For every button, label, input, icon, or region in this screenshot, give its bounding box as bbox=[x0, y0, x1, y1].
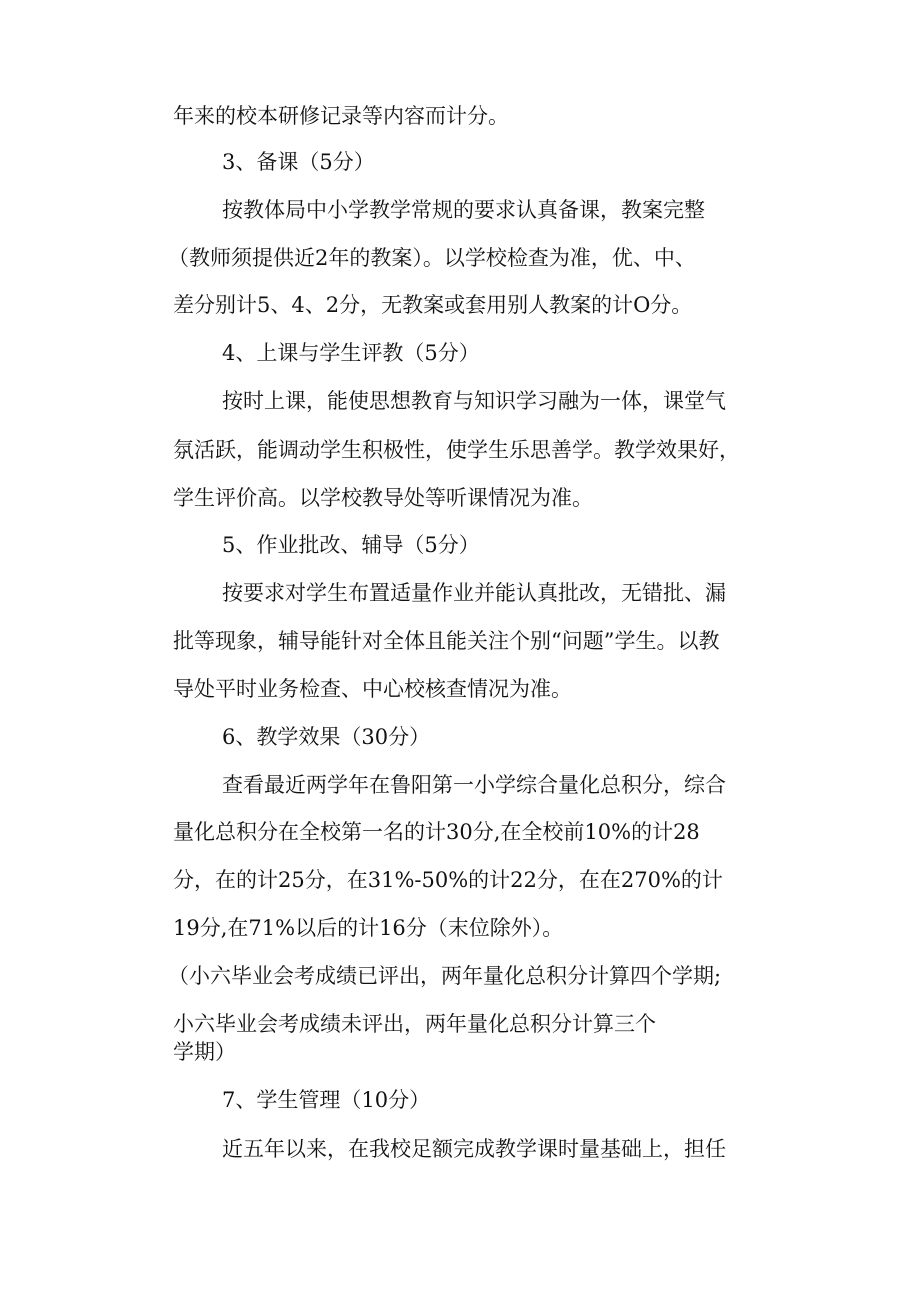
body-text-line: 批等现象，辅导能针对全体且能关注个别“问题”学生。以教 bbox=[173, 629, 720, 653]
section-heading-student-management: 7、学生管理（10分） bbox=[222, 1088, 431, 1112]
body-text-line: 分，在的计25分，在31%-50%的计22分，在在270%的计 bbox=[173, 868, 723, 892]
body-text-line: 按教体局中小学教学常规的要求认真备课，教案完整 bbox=[222, 198, 705, 222]
body-text-line: 氛活跃，能调动学生积极性，使学生乐思善学。教学效果好， bbox=[173, 438, 740, 462]
body-text-line: 导处平时业务检查、中心校核查情况为准。 bbox=[173, 677, 572, 701]
body-text-line: （教师须提供近2年的教案）。以学校检查为准，优、中、 bbox=[168, 246, 696, 270]
body-text-line: 小六毕业会考成绩未评出，两年量化总积分计算三个 bbox=[173, 1012, 656, 1036]
body-text-line: 按要求对学生布置适量作业并能认真批改，无错批、漏 bbox=[222, 581, 726, 605]
body-text-line: 近五年以来，在我校足额完成教学课时量基础上，担任 bbox=[222, 1137, 726, 1161]
section-heading-lesson-prep: 3、备课（5分） bbox=[222, 150, 375, 174]
body-text-line: 按时上课，能使思想教育与知识学习融为一体，课堂气 bbox=[222, 389, 726, 413]
body-text-line: 19分,在71%以后的计16分（末位除外）。 bbox=[173, 916, 564, 940]
body-text-line: 查看最近两学年在鲁阳第一小学综合量化总积分，综合 bbox=[222, 773, 726, 797]
body-text-line: 学生评价高。以学校教导处等听课情况为准。 bbox=[173, 486, 593, 510]
section-heading-teaching-evaluation: 4、上课与学生评教（5分） bbox=[222, 341, 480, 365]
body-text-line: 学期） bbox=[173, 1040, 236, 1064]
section-heading-homework: 5、作业批改、辅导（5分） bbox=[222, 533, 480, 557]
body-text-line: 差分别计5、4、2分，无教案或套用别人教案的计O分。 bbox=[173, 293, 693, 317]
body-text-line: （小六毕业会考成绩已评出，两年量化总积分计算四个学期; bbox=[168, 964, 722, 988]
body-text-line: 年来的校本研修记录等内容而计分。 bbox=[173, 104, 509, 128]
section-heading-teaching-results: 6、教学效果（30分） bbox=[222, 725, 431, 749]
body-text-line: 量化总积分在全校第一名的计30分,在全校前10%的计28 bbox=[173, 820, 700, 844]
